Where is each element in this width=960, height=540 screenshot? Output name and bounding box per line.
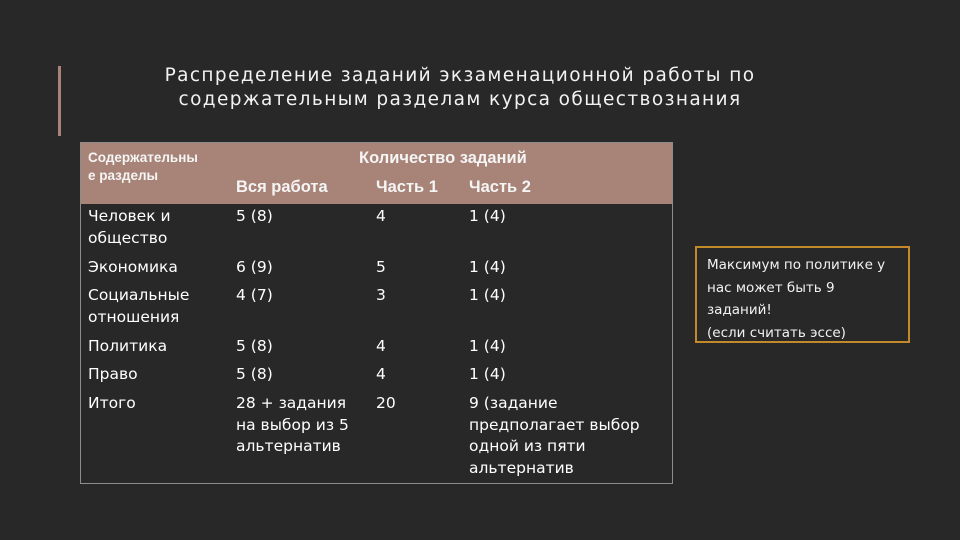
table-row-section: Политика [88,337,168,355]
header-sections: Содержательны е разделы [88,150,198,183]
table-row-section: Социальные отношения [88,286,190,326]
table-header [81,143,672,204]
note-line: заданий! [707,302,772,318]
table-cell-part2: 1 (4) [469,365,506,383]
table-cell-all: 4 (7) [236,286,273,304]
table-cell-part1: 4 [376,365,386,383]
table-cell-part2: 1 (4) [469,286,506,304]
title-line-2: содержательным разделам курса обществознания [178,89,742,110]
table-cell-all: 5 (8) [236,365,273,383]
table-cell-part2: 1 (4) [469,337,506,355]
slide-title [130,64,790,112]
table-cell-all: 5 (8) [236,207,273,225]
note-line: Максимум по политике у [707,257,886,273]
header-part2: Часть 2 [469,178,531,196]
note-line: (если считать эссе) [707,324,846,341]
table-cell-all: 6 (9) [236,258,273,276]
header-quantity: Количество заданий [359,149,527,167]
table-cell-all: 28 + задания на выбор из 5 альтернатив [236,394,349,455]
header-all-work: Вся работа [236,178,328,196]
table-cell-part1: 5 [376,258,386,276]
title-line-1: Распределение заданий экзаменационной работы по [164,65,756,86]
table-cell-part2: 9 (задание предполагает выбор одной из пяти альтернатив [469,394,640,477]
table-cell-part2: 1 (4) [469,258,506,276]
table-row-section: Право [88,365,138,383]
header-part1: Часть 1 [376,178,438,196]
table-row-section: Итого [88,394,136,412]
note-line: нас может быть 9 [707,279,835,296]
table-cell-part1: 3 [376,286,386,304]
table-cell-part2: 1 (4) [469,207,506,225]
table-cell-part1: 20 [376,394,396,412]
table-cell-part1: 4 [376,337,386,355]
table-row-section: Экономика [88,258,178,276]
table-cell-part1: 4 [376,207,386,225]
distribution-table [80,142,673,484]
note-box [695,246,910,343]
table-row-section: Человек и общество [88,207,171,247]
title-accent-bar [58,66,61,136]
table-cell-all: 5 (8) [236,337,273,355]
